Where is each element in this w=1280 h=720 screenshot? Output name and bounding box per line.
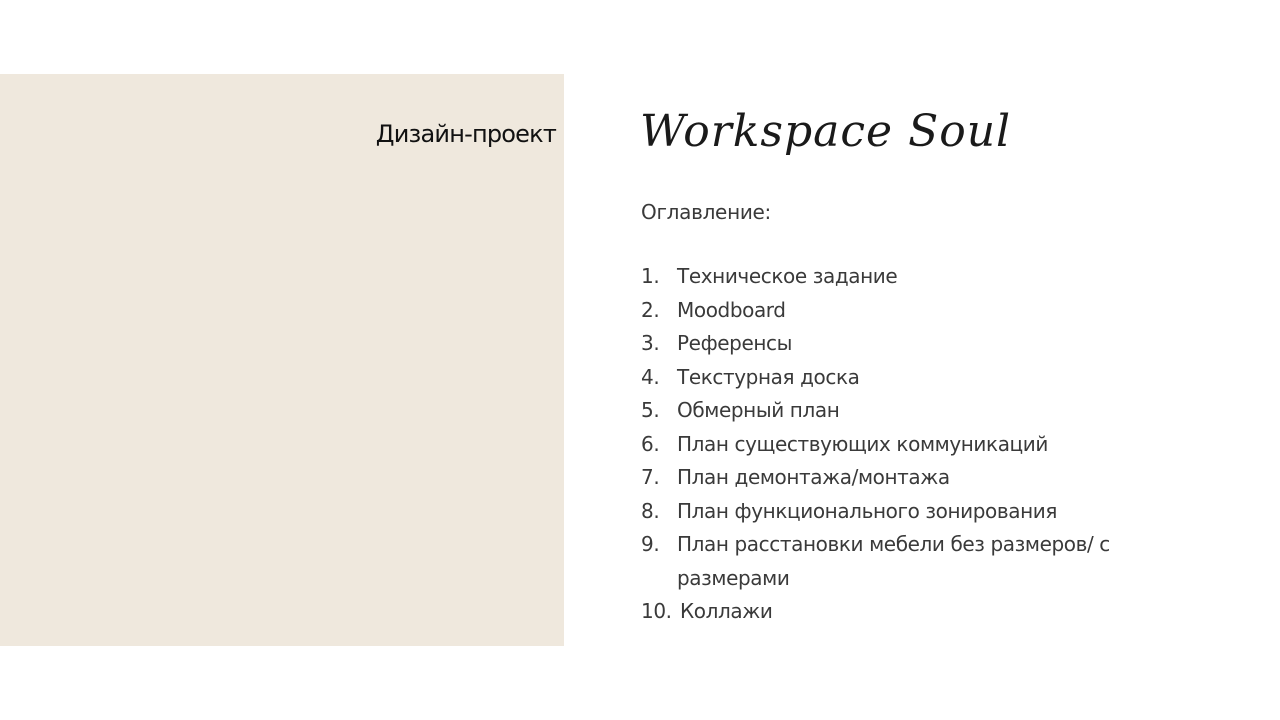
toc-item-number: 2. bbox=[641, 297, 660, 322]
toc-item-label: Коллажи bbox=[680, 599, 773, 623]
toc-item-label: Техническое задание bbox=[677, 264, 898, 288]
toc-item bbox=[641, 428, 1201, 462]
beige-panel bbox=[0, 74, 564, 646]
toc-item-number: 10. bbox=[641, 599, 672, 623]
toc-item-number: 9. bbox=[641, 532, 660, 556]
toc-item-number: 6. bbox=[641, 431, 660, 456]
toc-item-label: Moodboard bbox=[677, 297, 786, 322]
toc-item bbox=[641, 294, 1201, 328]
toc-item bbox=[641, 394, 1201, 428]
toc-item-label: План расстановки мебели без размеров/ с размерами bbox=[677, 532, 1110, 590]
toc-heading: Оглавление: bbox=[641, 200, 771, 224]
toc-item bbox=[641, 461, 1201, 495]
toc-item-label: План функционального зонирования bbox=[677, 498, 1057, 523]
toc-item-number: 5. bbox=[641, 398, 660, 422]
toc-item-label: План существующих коммуникаций bbox=[677, 431, 1048, 456]
toc-item-label: Обмерный план bbox=[677, 398, 840, 422]
toc-item-number: 3. bbox=[641, 331, 660, 355]
toc-item bbox=[641, 495, 1201, 529]
toc-item-label: План демонтажа/монтажа bbox=[677, 465, 950, 489]
toc-item-label: Текстурная доска bbox=[677, 364, 860, 389]
toc-item bbox=[641, 528, 1201, 595]
page-title: Workspace Soul bbox=[640, 106, 1012, 157]
toc-item bbox=[641, 327, 1201, 361]
toc-item-number: 8. bbox=[641, 498, 660, 523]
subtitle: Дизайн-проект bbox=[375, 120, 556, 148]
toc-item bbox=[641, 361, 1201, 395]
toc-item-label: Референсы bbox=[677, 331, 793, 355]
toc-item bbox=[641, 260, 1201, 294]
toc-item-number: 4. bbox=[641, 364, 660, 389]
toc-item-number: 7. bbox=[641, 465, 660, 489]
toc-item-number: 1. bbox=[641, 264, 660, 288]
toc-list bbox=[641, 260, 1201, 629]
toc-item bbox=[641, 595, 1201, 629]
